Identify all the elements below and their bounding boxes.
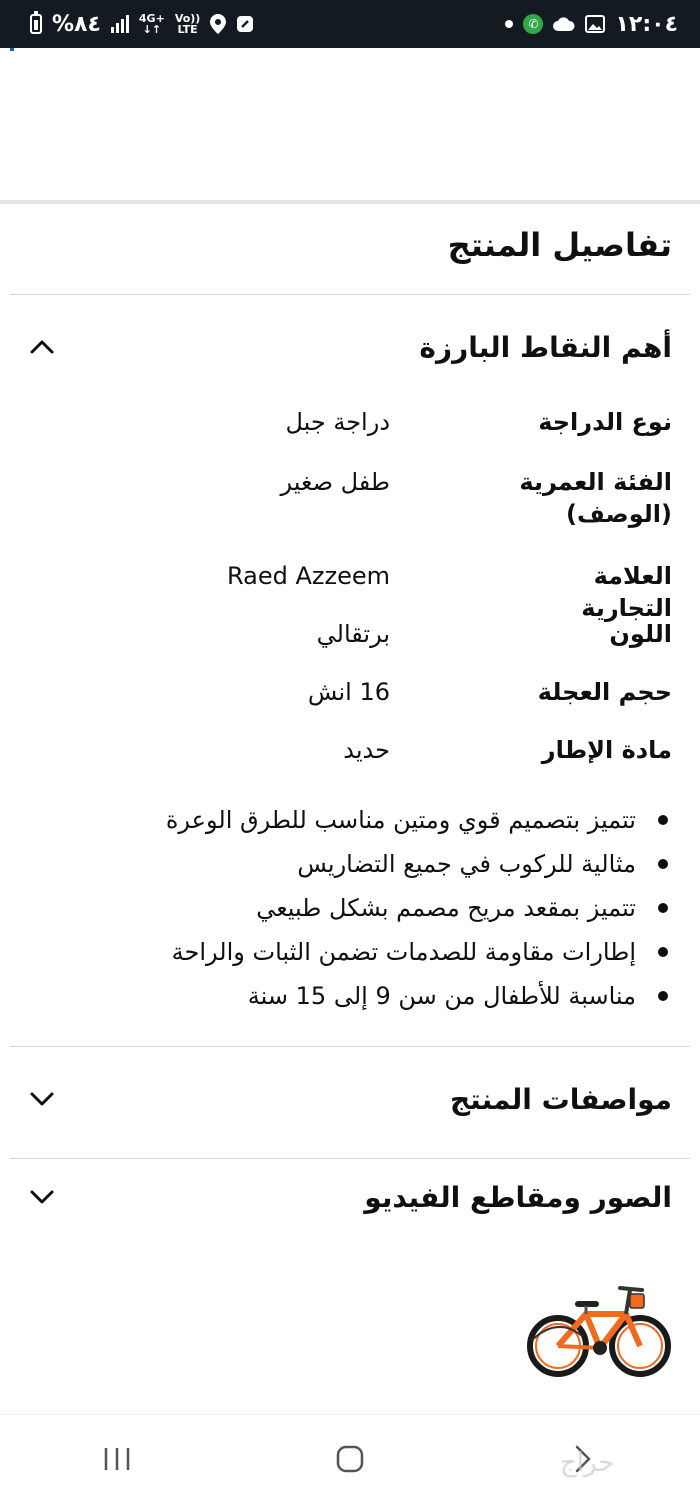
recent-apps-button[interactable] [87,1429,147,1489]
highlights-header[interactable] [0,322,700,372]
home-button[interactable] [320,1429,380,1489]
spec-value: 16 انش [307,678,390,706]
spec-value: برتقالي [316,620,390,648]
spec-key: حجم العجلة [537,678,672,706]
home-icon [335,1444,365,1474]
volte-label-top: Vo)) [174,12,201,25]
sim-app-icon [236,15,254,33]
status-bar [0,0,700,48]
status-bar-right [505,12,678,37]
chevron-down-icon[interactable] [28,1085,56,1113]
chevron-down-icon[interactable] [28,1183,56,1211]
data-arrows-icon: ↓↑ [142,23,162,36]
list-item: تتميز بتصميم قوي ومتين مناسب للطرق الوعرة [22,798,672,842]
cloud-icon [553,17,575,31]
status-bar-left [30,12,254,37]
title-divider [10,294,690,295]
section-divider-thick [0,200,700,204]
section-divider [10,1046,690,1047]
chevron-up-icon[interactable] [28,333,56,361]
spec-value: طفل صغير [280,468,390,496]
list-item: مثالية للركوب في جميع التضاريس [22,842,672,886]
spec-value: حديد [343,736,390,764]
list-item: تتميز بمقعد مريح مصمم بشكل طبيعي [22,886,672,930]
whatsapp-icon: ✆ [523,14,543,34]
list-item: مناسبة للأطفال من سن 9 إلى 15 سنة [22,974,672,1018]
network-type-icon [139,13,165,35]
network-type-label: 4G+ [138,12,165,25]
feature-bullet-list [22,798,672,1018]
specifications-header[interactable] [0,1074,700,1124]
gallery-icon [585,15,605,33]
spec-key: نوع الدراجة [538,408,672,436]
battery-percentage: %٨٤ [52,11,101,37]
watermark-logo: حراج [560,1448,615,1478]
spec-value: دراجة جبل [285,408,390,436]
spec-key: اللون [609,620,672,648]
recent-apps-icon [102,1446,132,1472]
battery-icon [30,14,42,34]
volte-label-bottom: LTE [177,23,198,36]
media-title: الصور ومقاطع الفيديو [364,1180,672,1214]
spec-value: Raed Azzeem [226,562,390,590]
page-title: تفاصيل المنتج [447,226,672,264]
spec-key: مادة الإطار [541,736,672,764]
bicycle-thumbnail[interactable] [522,1276,672,1386]
location-icon [210,14,226,34]
list-item: إطارات مقاومة للصدمات تضمن الثبات والراحة [22,930,672,974]
status-time: ١٢:٠٤ [615,11,678,37]
spec-key: العلامة التجارية [581,562,672,622]
top-accent-line [10,48,14,51]
signal-icon [111,15,129,33]
specifications-title: مواصفات المنتج [449,1082,672,1116]
volte-icon [175,13,201,35]
notification-dot-icon [505,20,513,28]
media-header[interactable] [0,1172,700,1222]
section-divider [10,1158,690,1159]
highlights-title: أهم النقاط البارزة [419,330,672,364]
spec-key: الفئة العمرية (الوصف) [519,468,672,528]
